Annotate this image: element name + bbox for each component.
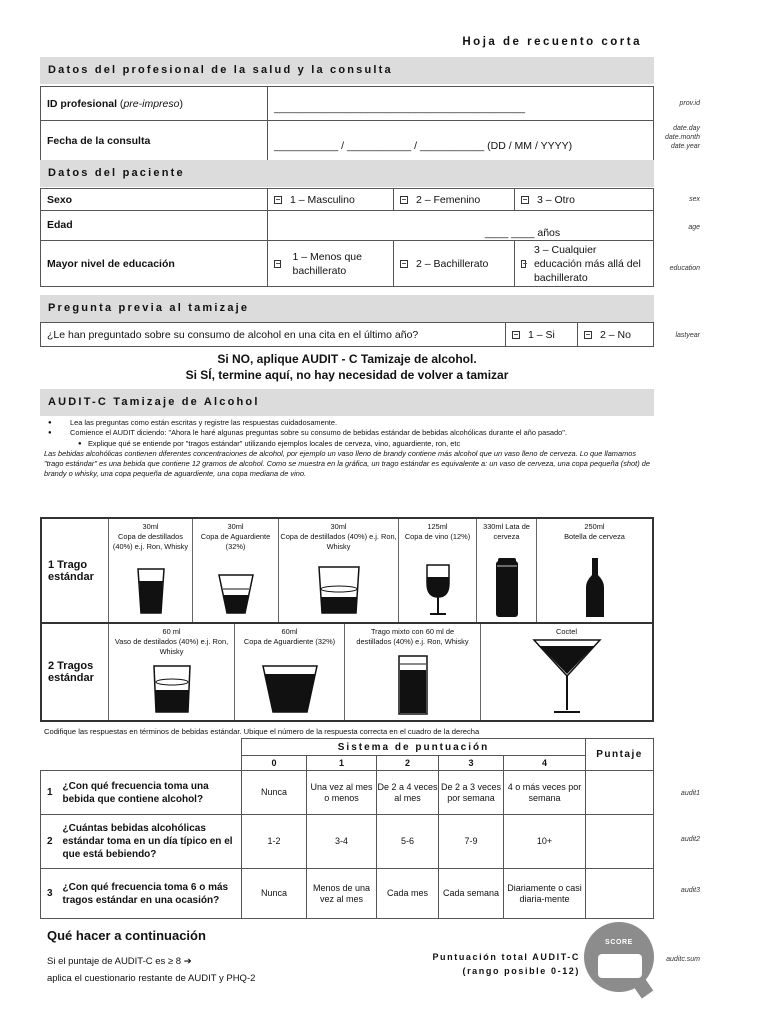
prior-question-table <box>40 322 654 347</box>
q1-option-4[interactable]: 4 o más veces por semana <box>504 771 586 815</box>
question-3-text: ¿Con qué frecuencia toma 6 o más tragos estándar en una ocasión? <box>59 869 242 919</box>
checkbox-icon[interactable] <box>400 196 408 204</box>
age-label: Edad <box>41 211 268 241</box>
table-row: 2 ¿Cuántas bebidas alcohólicas estándar toma en un día típico en el que está bebiendo? 1-2 3-4 5-6 7-9 10+ <box>41 815 654 869</box>
side-code-education: education <box>669 265 700 272</box>
drink-beer-can: 330ml Lata de cerveza <box>476 519 536 622</box>
q1-option-2[interactable]: De 2 a 4 veces al mes <box>377 771 439 815</box>
scoring-table <box>40 738 654 919</box>
side-code-sex: sex <box>689 196 700 203</box>
instruction-item: ● Explique qué se entiende por "tragos estándar" utilizando ejemplos locales de cerveza, vino, aguardiente, ron, etc <box>44 439 654 449</box>
q3-option-1[interactable]: Menos de una vez al mes <box>307 869 377 919</box>
sex-option-male[interactable]: 1 – Masculino <box>268 189 394 211</box>
instruction-item: ● Comience el AUDIT diciendo: "Ahora le haré algunas preguntas sobre su consumo de bebidas estándar de bebidas alcohólicas durante el año pasado". <box>44 428 654 438</box>
side-code-prov-id: prov.id <box>679 100 700 107</box>
checkbox-icon[interactable] <box>274 260 281 268</box>
sex-option-other[interactable]: 3 – Otro <box>515 189 654 211</box>
audit-instructions <box>44 418 654 480</box>
score-column-header: Puntaje <box>586 739 654 771</box>
total-score-field[interactable] <box>598 954 642 978</box>
q1-option-1[interactable]: Una vez al mes o menos <box>307 771 377 815</box>
total-score-label: Puntuación total AUDIT-C (rango posible 0-12) <box>432 952 580 976</box>
drink-aguardiente: 30ml Copa de Aguardiente (32%) <box>192 519 278 622</box>
q1-option-0[interactable]: Nunca <box>242 771 307 815</box>
side-code-age: age <box>688 224 700 231</box>
question-1-text: ¿Con qué frecuencia toma una bebida que contiene alcohol? <box>59 771 242 815</box>
side-code-auditc-sum: auditc.sum <box>666 956 700 963</box>
section-header-audit: AUDIT-C Tamizaje de Alcohol <box>40 389 654 416</box>
standard-drink-explanation: Las bebidas alcohólicas contienen diferentes concentraciones de alcohol, por ejemplo un vaso lleno de brandy contiene más alcohol que un vaso lleno de cerveza. Lo que llamamos "trago estándar" es una bebida que contiene 12 gramos de alcohol. Como se muestra en la gráfica, un trago estándar es equivalente a: un vaso de cerveza, una copa pequeña (shot) de brandy o whisky, una copa pequeña de aguardiente, una copa mediana de vino. <box>44 448 650 479</box>
prior-option-no[interactable]: 2 – No <box>578 323 654 347</box>
drink-beer-bottle: 250ml Botella de cerveza <box>536 519 652 622</box>
checkbox-icon[interactable] <box>584 331 592 339</box>
col-header-1: 1 <box>307 756 377 771</box>
table-row: 3 ¿Con qué frecuencia toma 6 o más tragos estándar en una ocasión? Nunca Menos de una vez al mes Cada mes Cada semana Diariamente o casi diaria-mente <box>41 869 654 919</box>
q1-score-field[interactable] <box>586 771 654 815</box>
col-header-0: 0 <box>242 756 307 771</box>
tumbler-glass-icon <box>317 565 361 615</box>
checkbox-icon[interactable] <box>512 331 520 339</box>
col-header-4: 4 <box>504 756 586 771</box>
drinks-row-2 <box>42 624 652 720</box>
age-field[interactable]: ____ ____ años <box>268 211 654 241</box>
patient-table <box>40 188 654 287</box>
sex-label: Sexo <box>41 189 268 211</box>
col-header-2: 2 <box>377 756 439 771</box>
q2-score-field[interactable] <box>586 815 654 869</box>
drink-spirits-tumbler: 30ml Copa de destillados (40%) e.j. Ron, Whisky <box>278 519 398 622</box>
drink-double-aguardiente: 60ml Copa de Aguardiente (32%) <box>234 624 344 720</box>
next-steps-title: Qué hacer a continuación <box>47 928 206 943</box>
shot-glass-icon <box>136 567 166 615</box>
codify-note: Codifique las respuestas en términos de bebidas estándar. Ubique el número de la respuesta correcta en el cuadro de la derecha <box>44 727 480 736</box>
drink-wine: 125ml Copa de vino (12%) <box>398 519 476 622</box>
q3-option-4[interactable]: Diariamente o casi diaria-mente <box>504 869 586 919</box>
q3-option-3[interactable]: Cada semana <box>439 869 504 919</box>
drink-shot-spirits: 30ml Copa de destillados (40%) e.j. Ron, Whisky <box>108 519 192 622</box>
drink-cocktail: Coctel <box>480 624 652 720</box>
side-code-date-day: date.day <box>673 125 700 132</box>
prior-option-yes[interactable]: 1 – Si <box>506 323 578 347</box>
wine-glass-icon <box>423 563 453 619</box>
drinks-row-1 <box>42 519 652 622</box>
prior-note-yes: Si SÍ, termine aquí, no hay necesidad de volver a tamizar <box>185 368 509 382</box>
education-option-3[interactable]: 3 – Cualquier educación más allá del bachillerato <box>515 241 654 287</box>
prior-note-no: Si NO, aplique AUDIT - C Tamizaje de alcohol. <box>217 352 477 366</box>
scoring-system-title: Sistema de puntuación <box>242 739 586 756</box>
highball-glass-icon <box>397 654 429 716</box>
consult-date-field[interactable]: ___________ / ___________ / ___________ (DD / MM / YYYY) <box>268 121 654 161</box>
cocktail-glass-icon <box>532 638 602 716</box>
education-option-1[interactable]: 1 – Menos que bachillerato <box>268 241 394 287</box>
checkbox-icon[interactable] <box>400 260 408 268</box>
aguardiente-glass-icon <box>217 573 255 615</box>
professional-table <box>40 86 654 161</box>
side-code-lastyear: lastyear <box>675 332 700 339</box>
education-option-2[interactable]: 2 – Bachillerato <box>394 241 515 287</box>
question-2-text: ¿Cuántas bebidas alcohólicas estándar toma en un día típico en el que está bebiendo? <box>59 815 242 869</box>
prior-question-text: ¿Le han preguntado sobre su consumo de alcohol en una cita en el último año? <box>41 323 506 347</box>
double-tumbler-icon <box>152 664 192 714</box>
score-badge: SCORE <box>584 922 654 992</box>
q2-option-2[interactable]: 5-6 <box>377 815 439 869</box>
instruction-item: ● Lea las preguntas como están escritas y registre las respuestas cuidadosamente. <box>44 418 654 428</box>
drinks-row-1-label: 1 Trago estándar <box>48 558 94 583</box>
side-code-date-year: date.year <box>670 143 700 150</box>
side-code-audit1: audit1 <box>680 790 700 797</box>
col-header-3: 3 <box>439 756 504 771</box>
side-code-audit3: audit3 <box>680 887 700 894</box>
consult-date-label: Fecha de la consulta <box>41 121 268 161</box>
drinks-row-2-label: 2 Tragos estándar <box>48 660 94 684</box>
form-title: Hoja de recuento corta <box>462 36 642 48</box>
q3-option-0[interactable]: Nunca <box>242 869 307 919</box>
section-header-prior: Pregunta previa al tamizaje <box>40 295 654 322</box>
q1-option-3[interactable]: De 2 a 3 veces por semana <box>439 771 504 815</box>
professional-id-field[interactable]: ___________________________________________ <box>268 87 654 121</box>
next-steps-text: Si el puntaje de AUDIT-C es ≥ 8 ➔ aplica el cuestionario restante de AUDIT y PHQ-2 <box>47 956 256 984</box>
drink-mixed: Trago mixto con 60 ml de destillados (40%) e.j. Ron, Whisky <box>344 624 480 720</box>
q2-option-4[interactable]: 10+ <box>504 815 586 869</box>
beer-can-icon <box>493 557 521 619</box>
section-header-patient: Datos del paciente <box>40 160 654 187</box>
drink-double-spirits: 60 ml Vaso de destilados (40%) e.j. Ron, Whisky <box>108 624 234 720</box>
checkbox-icon[interactable] <box>521 260 526 268</box>
education-label: Mayor nivel de educación <box>41 241 268 287</box>
q3-option-2[interactable]: Cada mes <box>377 869 439 919</box>
section-header-professional: Datos del profesional de la salud y la consulta <box>40 57 654 84</box>
beer-bottle-icon <box>584 557 606 619</box>
checkbox-icon[interactable] <box>521 196 529 204</box>
checkbox-icon[interactable] <box>274 196 282 204</box>
standard-drinks-chart <box>40 517 654 722</box>
q3-score-field[interactable] <box>586 869 654 919</box>
q2-option-3[interactable]: 7-9 <box>439 815 504 869</box>
table-row: 1 ¿Con qué frecuencia toma una bebida que contiene alcohol? Nunca Una vez al mes o menos De 2 a 4 veces al mes De 2 a 3 veces por semana 4 o más veces por semana <box>41 771 654 815</box>
side-code-audit2: audit2 <box>680 836 700 843</box>
q2-option-0[interactable]: 1-2 <box>242 815 307 869</box>
side-code-date-month: date.month <box>664 134 700 141</box>
sex-option-female[interactable]: 2 – Femenino <box>394 189 515 211</box>
large-glass-icon <box>261 664 319 714</box>
professional-id-label: ID profesional (pre-impreso) <box>41 87 268 121</box>
q2-option-1[interactable]: 3-4 <box>307 815 377 869</box>
